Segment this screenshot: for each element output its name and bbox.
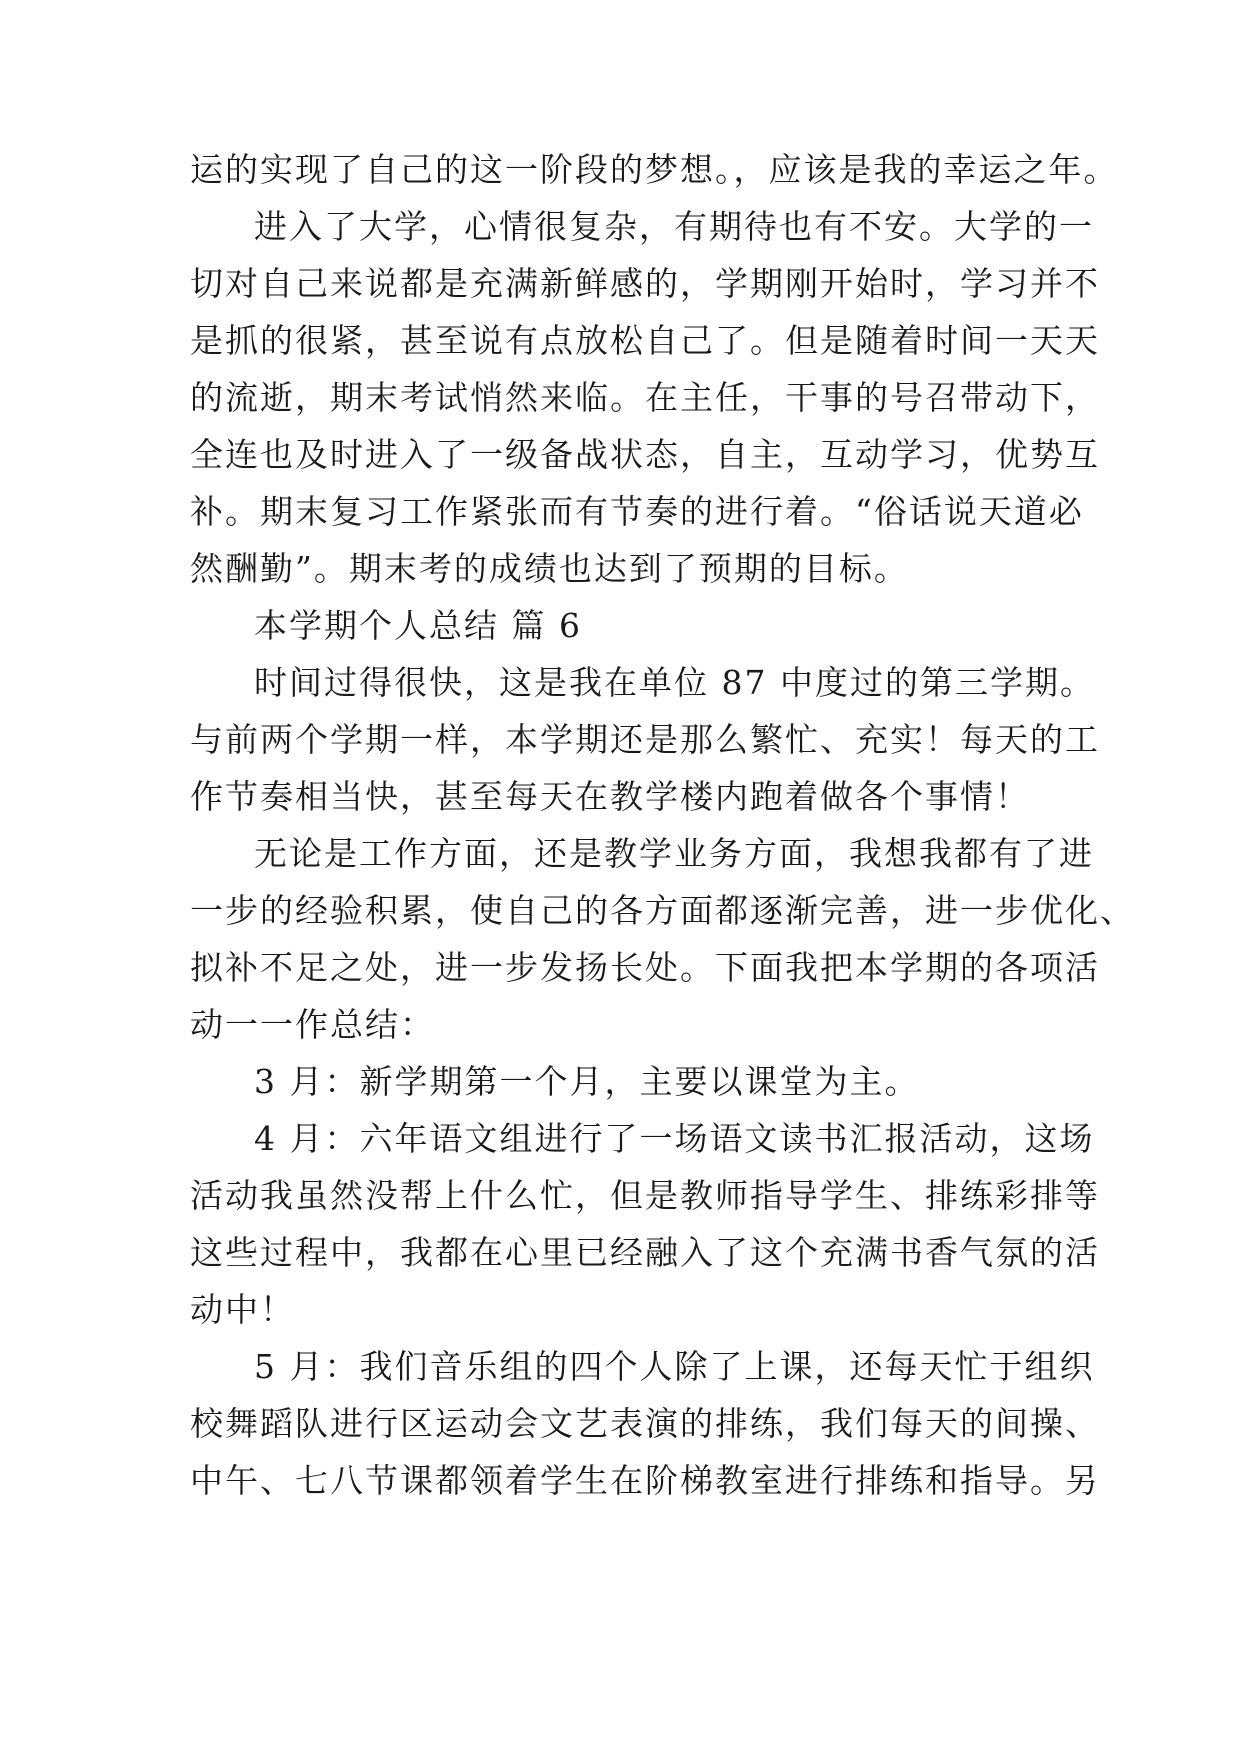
paragraph-line: 3 月：新学期第一个月，主要以课堂为主。 xyxy=(254,1062,920,1101)
paragraph-line: 的流逝，期末考试悄然来临。在主任，干事的号召带动下， xyxy=(190,378,1100,417)
paragraph-line: 动中！ xyxy=(190,1290,295,1329)
paragraph-line: 拟补不足之处，进一步发扬长处。下面我把本学期的各项活 xyxy=(190,948,1100,987)
paragraph-line: 进入了大学，心情很复杂，有期待也有不安。大学的一 xyxy=(254,207,1094,246)
paragraph-line: 中午、七八节课都领着学生在阶梯教室进行排练和指导。另 xyxy=(190,1461,1100,1500)
paragraph-line: 作节奏相当快，甚至每天在教学楼内跑着做各个事情！ xyxy=(190,777,1030,816)
paragraph-line: 5 月：我们音乐组的四个人除了上课，还每天忙于组织 xyxy=(254,1347,1095,1386)
paragraph-line: 全连也及时进入了一级备战状态，自主，互动学习，优势互 xyxy=(190,435,1100,474)
paragraph-line: 补。期末复习工作紧张而有节奏的进行着。“俗话说天道必 xyxy=(190,492,1084,531)
paragraph-line: 运的实现了自己的这一阶段的梦想。，应该是我的幸运之年。 xyxy=(190,150,1119,189)
paragraph-line: 活动我虽然没帮上什么忙，但是教师指导学生、排练彩排等 xyxy=(190,1176,1100,1215)
paragraph-line: 动一一作总结： xyxy=(190,1005,435,1044)
paragraph-line: 一步的经验积累，使自己的各方面都逐渐完善，进一步优化、 xyxy=(190,891,1135,930)
paragraph-line: 无论是工作方面，还是教学业务方面，我想我都有了进 xyxy=(254,834,1094,873)
paragraph-line: 4 月：六年语文组进行了一场语文读书汇报活动，这场 xyxy=(254,1119,1095,1158)
paragraph-line: 然酬勤”。期末考的成绩也达到了预期的目标。 xyxy=(190,549,909,588)
paragraph-line: 这些过程中，我都在心里已经融入了这个充满书香气氛的活 xyxy=(190,1233,1100,1272)
paragraph-line: 切对自己来说都是充满新鲜感的，学期刚开始时，学习并不 xyxy=(190,264,1100,303)
section-heading: 本学期个人总结 篇 6 xyxy=(254,606,582,645)
paragraph-line: 校舞蹈队进行区运动会文艺表演的排练，我们每天的间操、 xyxy=(190,1404,1100,1443)
paragraph-line: 是抓的很紧，甚至说有点放松自己了。但是随着时间一天天 xyxy=(190,321,1100,360)
paragraph-line: 时间过得很快，这是我在单位 87 中度过的第三学期。 xyxy=(254,663,1095,702)
paragraph-line: 与前两个学期一样，本学期还是那么繁忙、充实！每天的工 xyxy=(190,720,1100,759)
